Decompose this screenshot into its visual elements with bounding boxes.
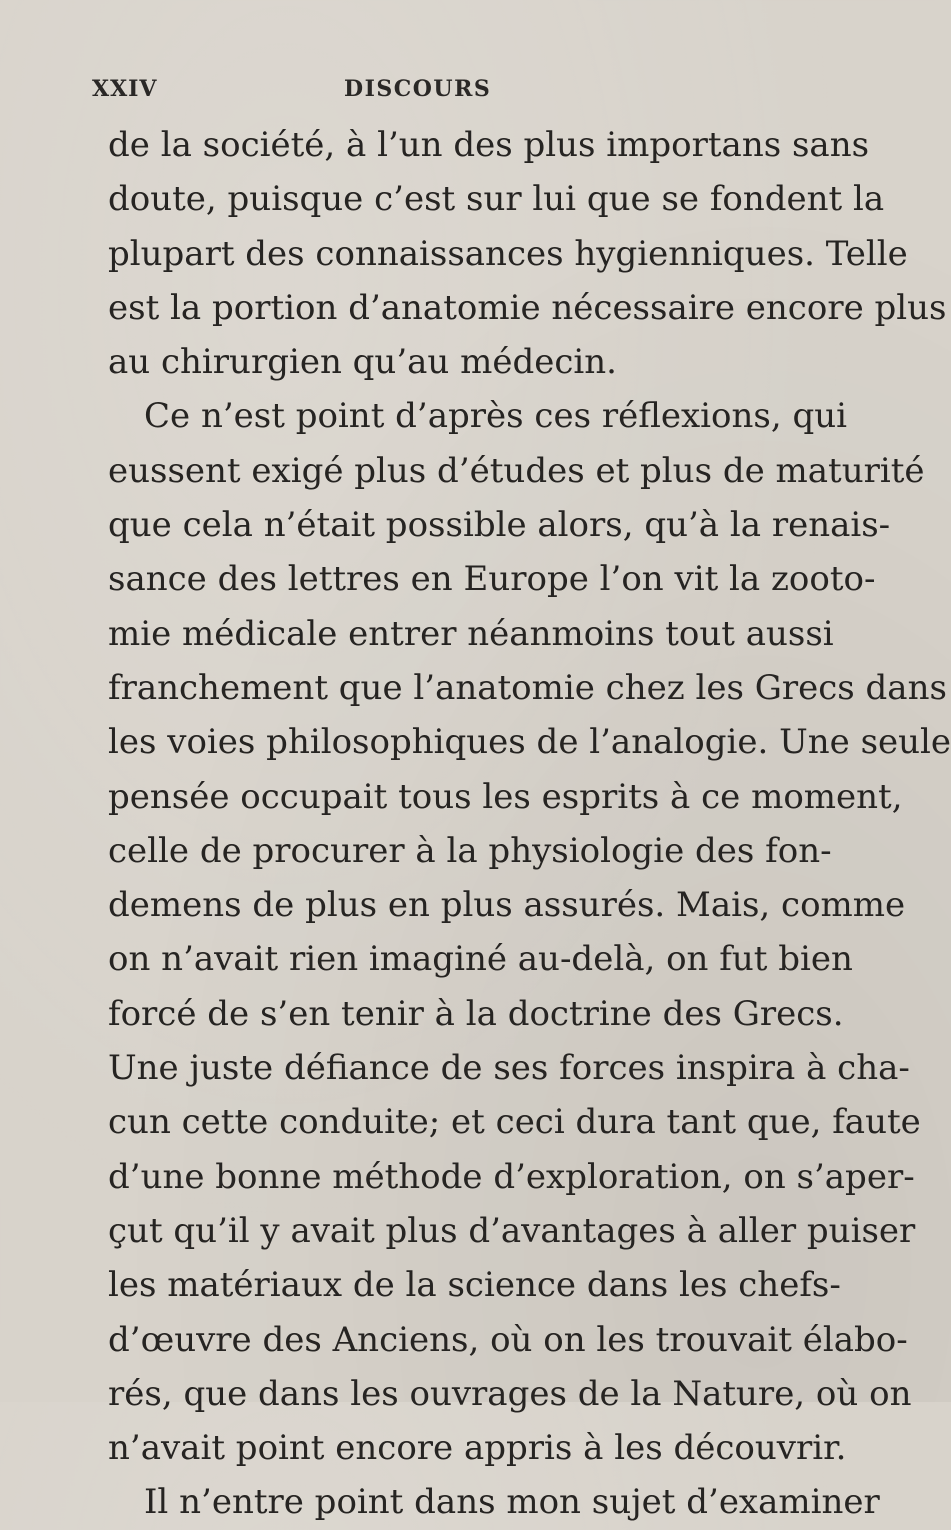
text-line: plupart des connaissances hygienniques. Telle bbox=[108, 233, 908, 274]
text-line: celle de procurer à la physiologie des fon- bbox=[108, 830, 832, 871]
text-line: rés, que dans les ouvrages de la Nature, où on bbox=[108, 1373, 912, 1414]
text-line: d’œuvre des Anciens, où on les trouvait élabo- bbox=[108, 1319, 908, 1360]
text-line: Une juste défiance de ses forces inspira à cha- bbox=[108, 1048, 910, 1089]
text-line: pensée occupait tous les esprits à ce moment, bbox=[108, 776, 903, 817]
text-line: cun cette conduite; et ceci dura tant que, faute bbox=[108, 1102, 921, 1143]
text-line: çut qu’il y avait plus d’avantages à aller puiser bbox=[108, 1210, 916, 1251]
text-line: les matériaux de la science dans les chefs- bbox=[108, 1265, 841, 1306]
text-line: d’une bonne méthode d’exploration, on s’aper- bbox=[108, 1156, 915, 1197]
text-line: sance des lettres en Europe l’on vit la zooto- bbox=[108, 559, 876, 600]
text-line: que cela n’était possible alors, qu’à la renais- bbox=[108, 505, 891, 546]
running-head: DISCOURS bbox=[344, 76, 492, 102]
text-line: forcé de s’en tenir à la doctrine des Grecs. bbox=[108, 993, 844, 1034]
body-text bbox=[108, 118, 951, 1530]
text-line: mie médicale entrer néanmoins tout aussi bbox=[108, 613, 834, 654]
text-line: on n’avait rien imaginé au-delà, on fut bien bbox=[108, 939, 853, 980]
text-line: les voies philosophiques de l’analogie. Une seule bbox=[108, 722, 951, 763]
text-line: n’avait point encore appris à les découvrir. bbox=[108, 1428, 847, 1469]
text-line: au chirurgien qu’au médecin. bbox=[108, 342, 617, 383]
text-line: doute, puisque c’est sur lui que se fondent la bbox=[108, 179, 885, 220]
text-line: Ce n’est point d’après ces réflexions, qui bbox=[144, 396, 848, 437]
text-line: est la portion d’anatomie nécessaire encore plus bbox=[108, 287, 947, 328]
page-number: XXIV bbox=[92, 76, 158, 102]
text-line: eussent exigé plus d’études et plus de maturité bbox=[108, 450, 925, 491]
text-line: Il n’entre point dans mon sujet d’examiner bbox=[144, 1482, 880, 1523]
page-header bbox=[92, 76, 692, 106]
text-line: franchement que l’anatomie chez les Grecs dans bbox=[108, 667, 947, 708]
text-line: de la société, à l’un des plus importans sans bbox=[108, 125, 870, 165]
text-line: demens de plus en plus assurés. Mais, comme bbox=[108, 885, 906, 926]
